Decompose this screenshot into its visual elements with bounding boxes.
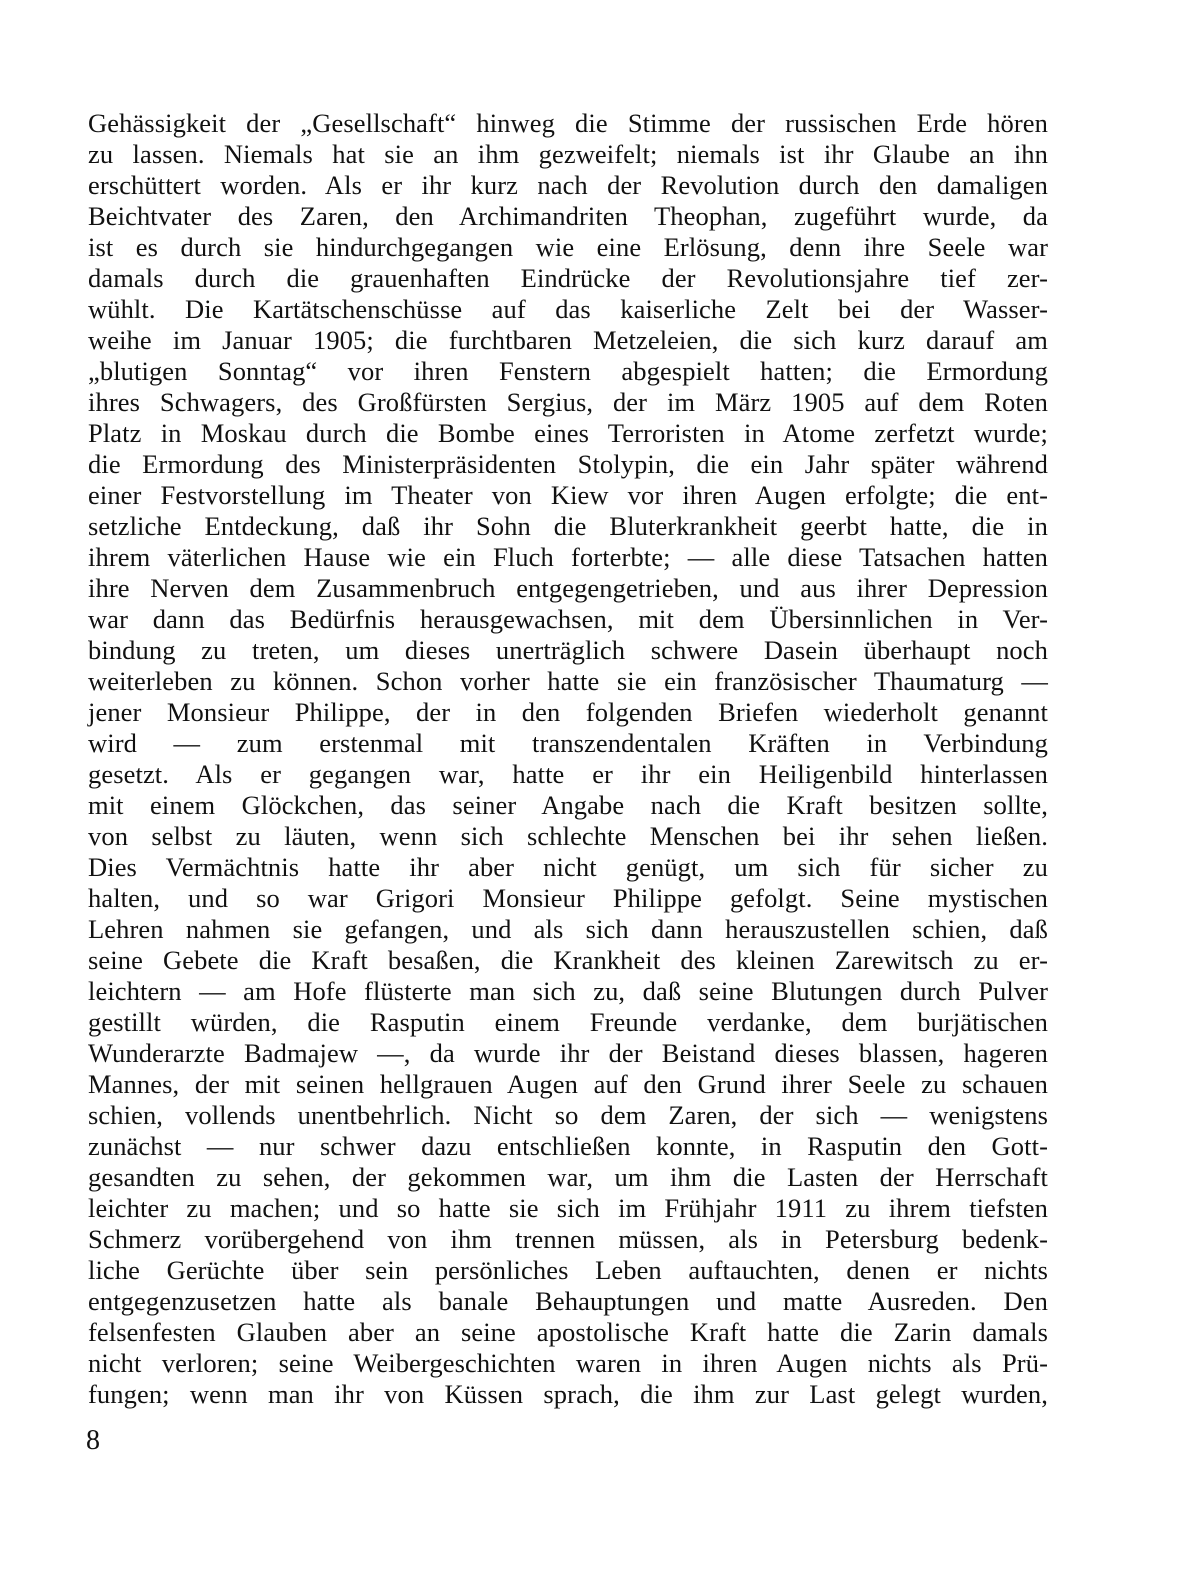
text-line: felsenfesten Glauben aber an seine apostolische Kraft hatte die Zarin damals xyxy=(88,1317,1048,1347)
text-line: damals durch die grauenhaften Eindrücke der Revolutionsjahre tief zer- xyxy=(88,263,1048,293)
text-line: setzliche Entdeckung, daß ihr Sohn die Bluterkrankheit geerbt hatte, die in xyxy=(88,511,1048,541)
text-line: Schmerz vorübergehend von ihm trennen müssen, als in Petersburg bedenk- xyxy=(88,1224,1048,1254)
text-line: einer Festvorstellung im Theater von Kiew vor ihren Augen erfolgte; die ent- xyxy=(88,480,1048,510)
text-line: gesetzt. Als er gegangen war, hatte er ihr ein Heiligenbild hinterlassen xyxy=(88,759,1048,789)
text-line: entgegenzusetzen hatte als banale Behauptungen und matte Ausreden. Den xyxy=(88,1286,1048,1316)
body-text xyxy=(88,108,1048,1410)
text-line: Gehässigkeit der „Gesellschaft“ hinweg die Stimme der russischen Erde hören xyxy=(88,108,1048,138)
text-line: fungen; wenn man ihr von Küssen sprach, die ihm zur Last gelegt wurden, xyxy=(88,1379,1048,1409)
text-line: von selbst zu läuten, wenn sich schlechte Menschen bei ihr sehen ließen. xyxy=(88,821,1048,851)
text-line: schien, vollends unentbehrlich. Nicht so dem Zaren, der sich — wenigstens xyxy=(88,1100,1048,1130)
text-line: wühlt. Die Kartätschenschüsse auf das kaiserliche Zelt bei der Wasser- xyxy=(88,294,1048,324)
page-number: 8 xyxy=(86,1425,100,1456)
text-line: ihre Nerven dem Zusammenbruch entgegengetrieben, und aus ihrer Depression xyxy=(88,573,1048,603)
text-line: Beichtvater des Zaren, den Archimandriten Theophan, zugeführt wurde, da xyxy=(88,201,1048,231)
text-line: gestillt würden, die Rasputin einem Freunde verdanke, dem burjätischen xyxy=(88,1007,1048,1037)
text-line: Wunderarzte Badmajew —, da wurde ihr der Beistand dieses blassen, hageren xyxy=(88,1038,1048,1068)
text-line: nicht verloren; seine Weibergeschichten waren in ihren Augen nichts als Prü- xyxy=(88,1348,1048,1378)
text-line: die Ermordung des Ministerpräsidenten Stolypin, die ein Jahr später während xyxy=(88,449,1048,479)
text-line: ihres Schwagers, des Großfürsten Sergius, der im März 1905 auf dem Roten xyxy=(88,387,1048,417)
text-line: gesandten zu sehen, der gekommen war, um ihm die Lasten der Herrschaft xyxy=(88,1162,1048,1192)
text-line: war dann das Bedürfnis herausgewachsen, mit dem Übersinnlichen in Ver- xyxy=(88,604,1048,634)
text-line: leichtern — am Hofe flüsterte man sich zu, daß seine Blutungen durch Pulver xyxy=(88,976,1048,1006)
text-line: Mannes, der mit seinen hellgrauen Augen auf den Grund ihrer Seele zu schauen xyxy=(88,1069,1048,1099)
text-line: bindung zu treten, um dieses unerträglich schwere Dasein überhaupt noch xyxy=(88,635,1048,665)
text-line: Platz in Moskau durch die Bombe eines Terroristen in Atome zerfetzt wurde; xyxy=(88,418,1048,448)
text-line: wird — zum erstenmal mit transzendentalen Kräften in Verbindung xyxy=(88,728,1048,758)
text-line: weiterleben zu können. Schon vorher hatte sie ein französischer Thaumaturg — xyxy=(88,666,1048,696)
text-line: ist es durch sie hindurchgegangen wie eine Erlösung, denn ihre Seele war xyxy=(88,232,1048,262)
text-line: weihe im Januar 1905; die furchtbaren Metzeleien, die sich kurz darauf am xyxy=(88,325,1048,355)
text-line: zu lassen. Niemals hat sie an ihm gezweifelt; niemals ist ihr Glaube an ihn xyxy=(88,139,1048,169)
text-line: seine Gebete die Kraft besaßen, die Krankheit des kleinen Zarewitsch zu er- xyxy=(88,945,1048,975)
text-line: halten, und so war Grigori Monsieur Philippe gefolgt. Seine mystischen xyxy=(88,883,1048,913)
text-line: jener Monsieur Philippe, der in den folgenden Briefen wiederholt genannt xyxy=(88,697,1048,727)
text-line: leichter zu machen; und so hatte sie sich im Frühjahr 1911 zu ihrem tiefsten xyxy=(88,1193,1048,1223)
text-line: zunächst — nur schwer dazu entschließen konnte, in Rasputin den Gott- xyxy=(88,1131,1048,1161)
text-line: Dies Vermächtnis hatte ihr aber nicht genügt, um sich für sicher zu xyxy=(88,852,1048,882)
text-line: erschüttert worden. Als er ihr kurz nach der Revolution durch den damaligen xyxy=(88,170,1048,200)
text-line: ihrem väterlichen Hause wie ein Fluch forterbte; — alle diese Tatsachen hatten xyxy=(88,542,1048,572)
text-line: „blutigen Sonntag“ vor ihren Fenstern abgespielt hatten; die Ermordung xyxy=(88,356,1048,386)
text-line: liche Gerüchte über sein persönliches Leben auftauchten, denen er nichts xyxy=(88,1255,1048,1285)
text-line: Lehren nahmen sie gefangen, und als sich dann herauszustellen schien, daß xyxy=(88,914,1048,944)
text-line: mit einem Glöckchen, das seiner Angabe nach die Kraft besitzen sollte, xyxy=(88,790,1048,820)
